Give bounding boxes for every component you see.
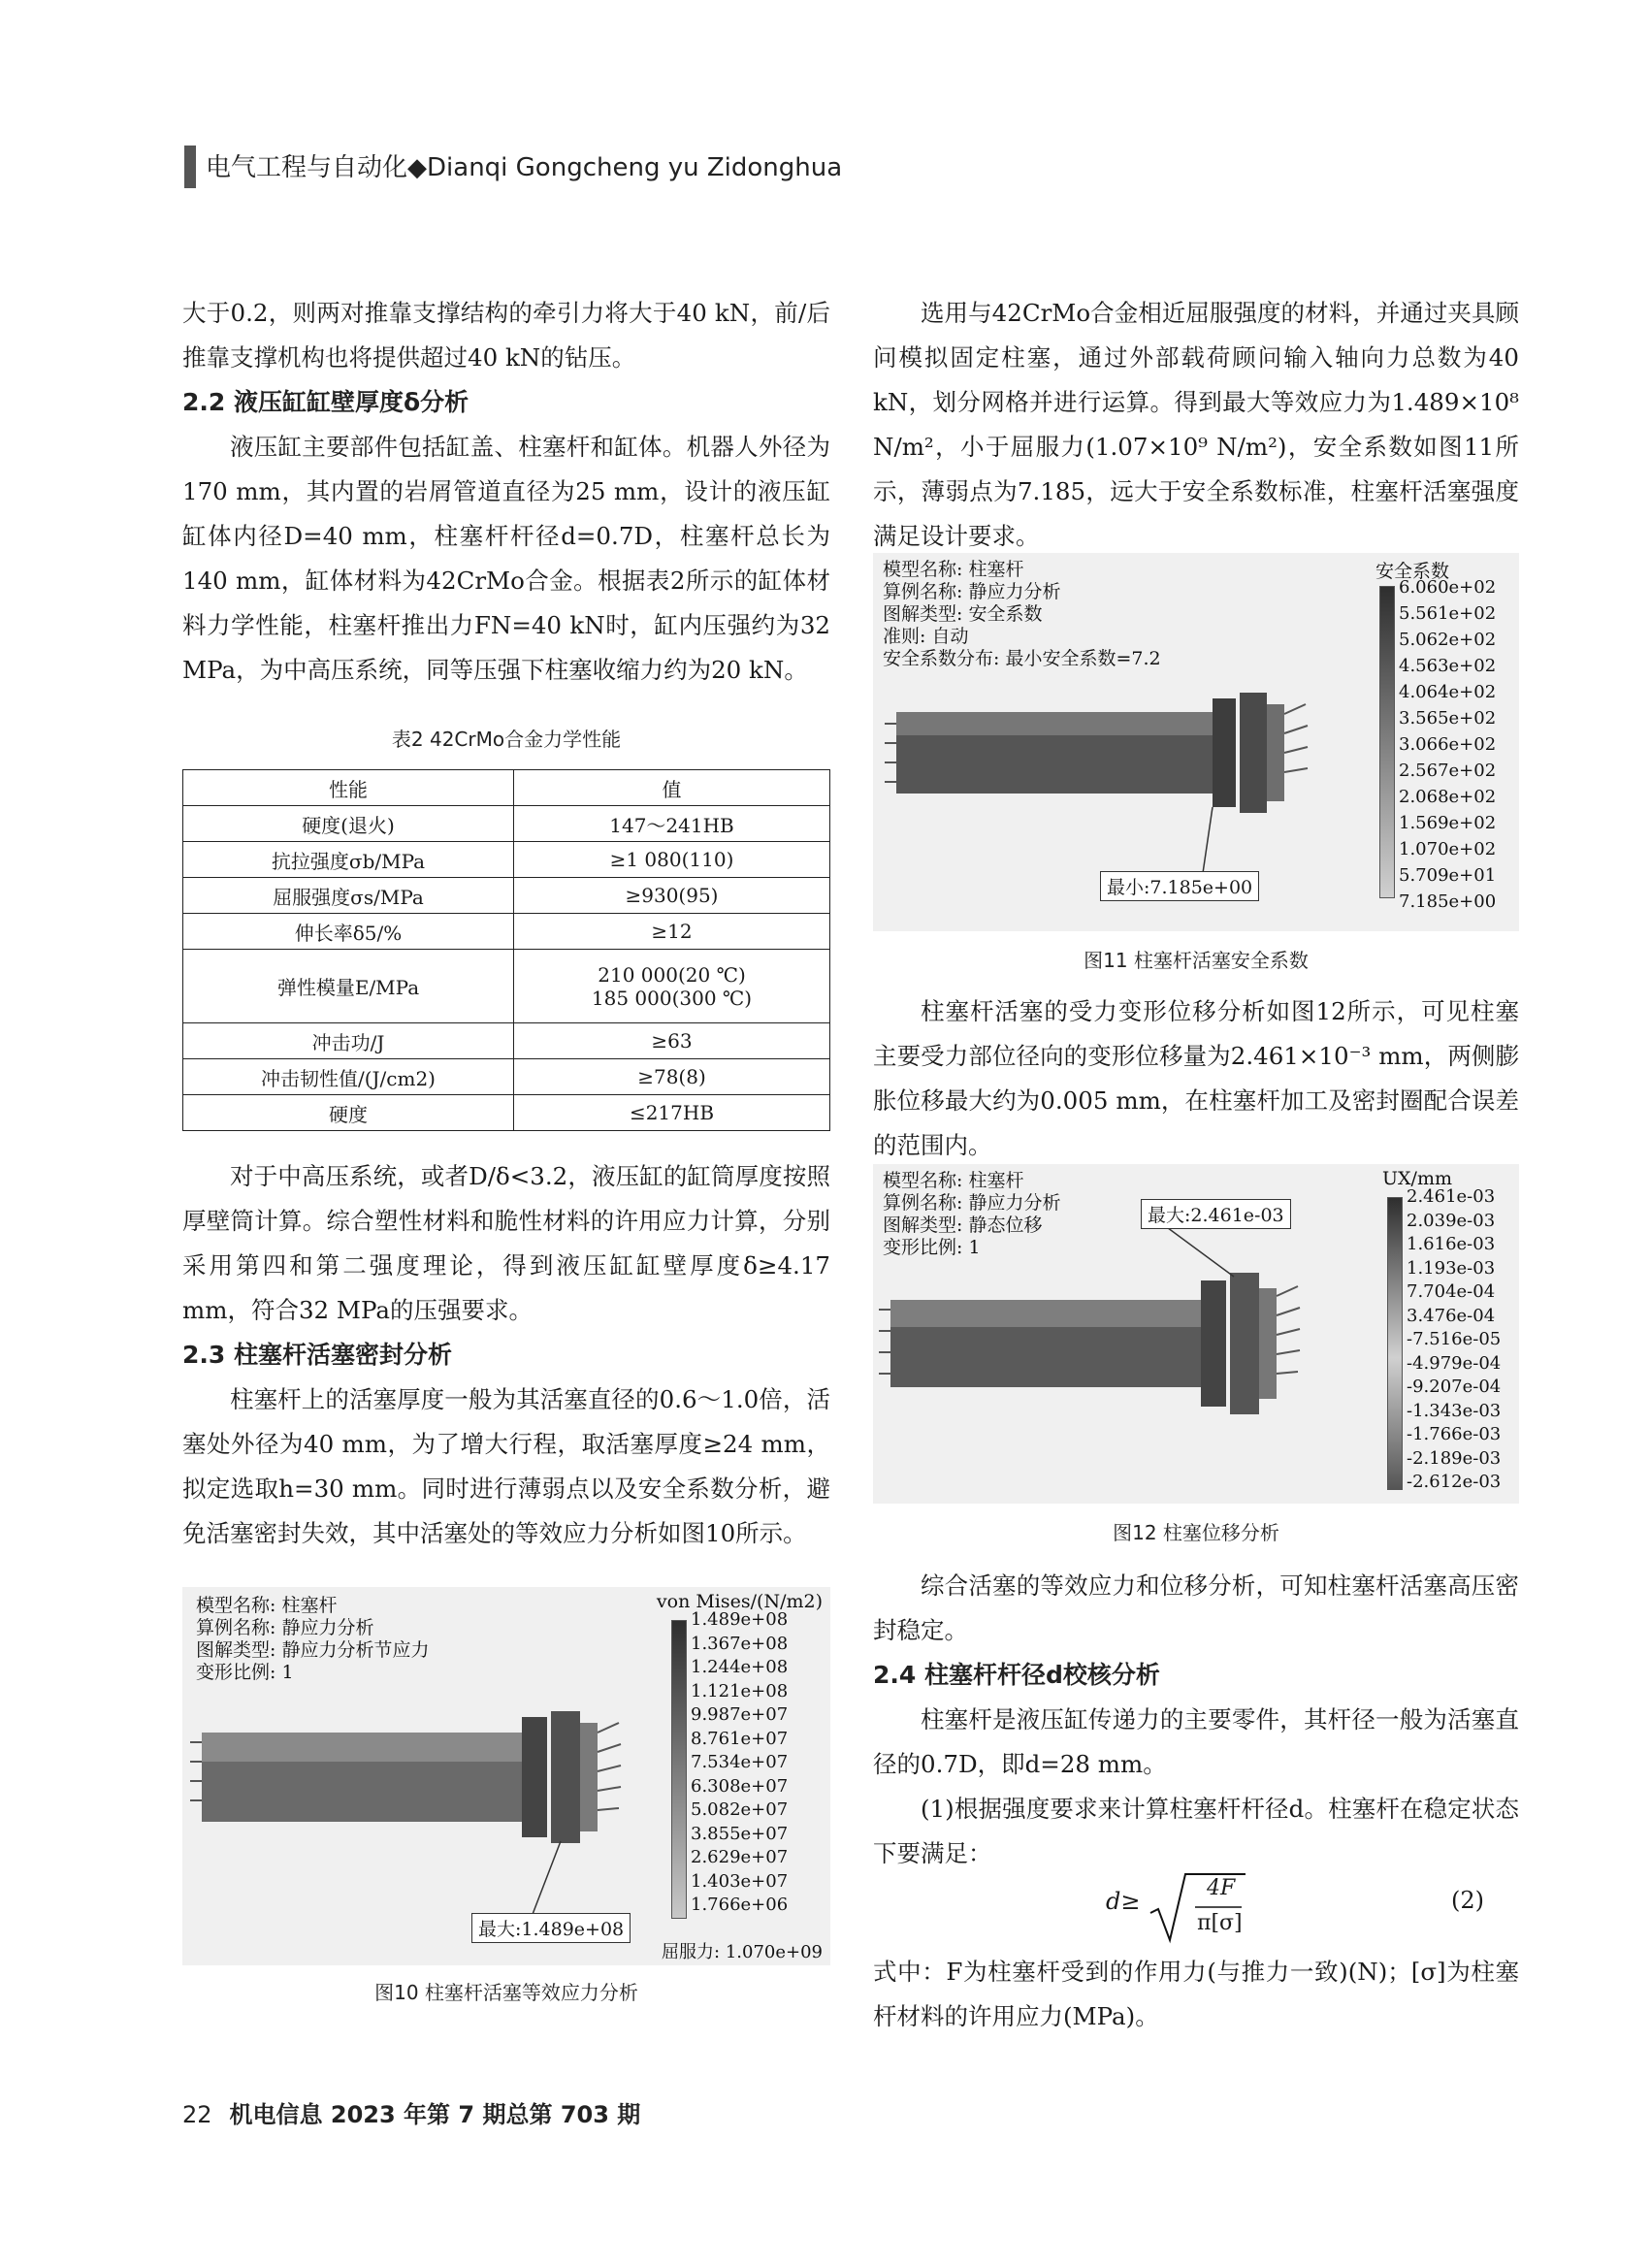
right-paragraph-4: 柱塞杆是液压缸传递力的主要零件，其杆径一般为活塞直径的0.7D，即d=28 mm。 xyxy=(873,1705,1519,1778)
formula-denominator: π[σ] xyxy=(1197,1911,1243,1935)
figure-12 xyxy=(873,1164,1519,1504)
legend-value: 1.367e+08 xyxy=(691,1633,789,1654)
legend-value: -4.979e-04 xyxy=(1407,1352,1502,1374)
table-cell: ≥63 xyxy=(514,1023,830,1059)
legend-value: 3.066e+02 xyxy=(1399,734,1497,755)
min-value-tag xyxy=(1100,871,1259,901)
table-cell-line: 185 000(300 ℃) xyxy=(591,986,753,1010)
page-number: 22 xyxy=(182,2101,212,2128)
legend-value: 1.489e+08 xyxy=(691,1609,789,1630)
yield-strength-label: 屈服力: 1.070e+09 xyxy=(662,1942,823,1962)
left-column-top xyxy=(182,291,830,693)
table-cell: 硬度(退火) xyxy=(183,806,514,842)
info-line: 算例名称: 静应力分析 xyxy=(196,1617,374,1638)
legend-value: 5.709e+01 xyxy=(1399,865,1497,886)
material-properties-table xyxy=(182,769,830,1131)
legend-title: UX/mm xyxy=(1382,1168,1452,1189)
legend-title: von Mises/(N/m2) xyxy=(656,1591,823,1612)
legend-value: -7.516e-05 xyxy=(1407,1329,1502,1349)
page-footer xyxy=(182,2095,640,2129)
legend-value: 2.039e-03 xyxy=(1407,1210,1496,1231)
legend-colorbar xyxy=(1387,1197,1403,1490)
tag-label: 最小: xyxy=(1107,877,1150,898)
table-row xyxy=(183,1023,830,1059)
info-line: 安全系数分布: 最小安全系数=7.2 xyxy=(883,648,1161,669)
legend-value: 9.987e+07 xyxy=(691,1704,789,1725)
diamond-icon: ◆ xyxy=(407,153,428,182)
legend-value: 4.563e+02 xyxy=(1399,656,1497,676)
right-paragraph-5: (1)根据强度要求来计算柱塞杆杆径d。柱塞杆在稳定状态下要满足： xyxy=(873,1795,1519,1867)
table-row xyxy=(183,878,830,914)
legend-value: 2.461e-03 xyxy=(1407,1186,1496,1207)
legend-value: 2.567e+02 xyxy=(1399,761,1497,781)
figure-10 xyxy=(182,1587,830,1965)
section-2-4-heading: 2.4 柱塞杆杆径d校核分析 xyxy=(873,1661,1160,1689)
table-header-row xyxy=(183,770,830,806)
legend-value: 8.761e+07 xyxy=(691,1728,789,1749)
plunger-model-graphic xyxy=(182,1587,667,1965)
table-header-cell: 性能 xyxy=(183,770,514,806)
legend-values xyxy=(1407,1185,1501,1495)
left-column-bottom xyxy=(182,1154,830,1556)
legend-value: 1.244e+08 xyxy=(691,1657,789,1677)
right-column-mid xyxy=(873,989,1519,1168)
right-column-end xyxy=(873,1950,1519,2039)
journal-cn: 电气工程与自动化 xyxy=(206,153,408,182)
legend-value: 3.855e+07 xyxy=(691,1823,789,1844)
tag-label: 最大: xyxy=(1148,1205,1191,1226)
legend-value: 3.476e-04 xyxy=(1407,1305,1496,1326)
legend-value: -2.189e-03 xyxy=(1407,1447,1502,1469)
info-line: 模型名称: 柱塞杆 xyxy=(883,1170,1024,1191)
table-row xyxy=(183,1095,830,1131)
tag-value: 2.461e-03 xyxy=(1190,1205,1284,1226)
running-header xyxy=(206,147,842,183)
table-caption: 表2 42CrMo合金力学性能 xyxy=(391,728,622,751)
legend-colorbar xyxy=(671,1620,687,1919)
formula-numerator: 4F xyxy=(1207,1876,1236,1900)
figure-12-caption: 图12 柱塞位移分析 xyxy=(1113,1521,1279,1544)
legend-title: 安全系数 xyxy=(1375,561,1450,582)
legend-colorbar xyxy=(1379,586,1395,898)
legend-value: 1.193e-03 xyxy=(1407,1257,1496,1279)
info-line: 变形比例: 1 xyxy=(196,1662,294,1683)
legend-value: 6.308e+07 xyxy=(691,1775,789,1797)
plunger-model-graphic xyxy=(873,1164,1382,1504)
figure-11-caption: 图11 柱塞杆活塞安全系数 xyxy=(1084,949,1309,972)
info-line: 图解类型: 安全系数 xyxy=(883,603,1043,625)
footer-journal-issue: 机电信息 2023 年第 7 期总第 703 期 xyxy=(229,2101,641,2128)
info-line: 变形比例: 1 xyxy=(883,1237,981,1258)
info-line: 模型名称: 柱塞杆 xyxy=(196,1595,338,1616)
table-cell: ≥12 xyxy=(514,914,830,950)
table-row xyxy=(183,1059,830,1095)
figure-10-caption: 图10 柱塞杆活塞等效应力分析 xyxy=(374,1981,638,2004)
info-line: 模型名称: 柱塞杆 xyxy=(883,559,1024,580)
right-paragraph-6: 式中：F为柱塞杆受到的作用力(与推力一致)(N)；[σ]为柱塞杆材料的许用应力(MPa)。 xyxy=(873,1958,1519,2030)
left-paragraph-2: 液压缸主要部件包括缸盖、柱塞杆和缸体。机器人外径为170 mm，其内置的岩屑管道直径为25 mm，设计的液压缸缸体内径D=40 mm，柱塞杆杆径d=0.7D，柱塞杆总长为140 mm，缸体材料为42CrMo合金。根据表2所示的缸体材料力学性能，柱塞杆推出力FN=40 kN时，缸内压强约为32 MPa，为中高压系统，同等压强下柱塞收缩力约为20 kN。 xyxy=(182,433,830,684)
tag-value: 7.185e+00 xyxy=(1149,877,1253,898)
table-cell: ≥78(8) xyxy=(514,1059,830,1095)
legend-value: 2.629e+07 xyxy=(691,1847,789,1867)
legend-value: 7.185e+00 xyxy=(1399,891,1497,912)
legend-value: 6.060e+02 xyxy=(1399,577,1497,598)
table-cell: ≤217HB xyxy=(514,1095,830,1131)
info-line: 图解类型: 静态位移 xyxy=(883,1215,1043,1236)
legend-value: 2.068e+02 xyxy=(1399,787,1497,807)
left-paragraph-1: 大于0.2，则两对推靠支撑结构的牵引力将大于40 kN，前/后推靠支撑机构也将提供超过40 kN的钻压。 xyxy=(182,299,830,372)
table-header-cell: 值 xyxy=(514,770,830,806)
table-cell: 147～241HB xyxy=(514,806,830,842)
right-paragraph-2: 柱塞杆活塞的受力变形位移分析如图12所示，可见柱塞主要受力部位径向的变形位移量为2.461×10⁻³ mm，两侧膨胀位移最大约为0.005 mm，在柱塞杆加工及密封圈配合误差的范围内。 xyxy=(873,997,1519,1159)
legend-value: 5.062e+02 xyxy=(1399,630,1497,650)
left-paragraph-3: 对于中高压系统，或者D/δ<3.2，液压缸的缸筒厚度按照厚壁筒计算。综合塑性材料和脆性材料的许用应力计算，分别采用第四和第二强度理论，得到液压缸缸壁厚度δ≥4.17 mm，符合32 MPa的压强要求。 xyxy=(182,1162,830,1324)
table-cell: 硬度 xyxy=(183,1095,514,1131)
table-row xyxy=(183,950,830,1023)
tag-value: 1.489e+08 xyxy=(521,1919,625,1940)
header-bar xyxy=(184,146,196,188)
max-value-tag xyxy=(1141,1199,1291,1229)
legend-value: 1.616e-03 xyxy=(1407,1234,1496,1254)
legend-value: -2.612e-03 xyxy=(1407,1472,1502,1492)
right-column-top xyxy=(873,291,1519,559)
legend-value: 5.561e+02 xyxy=(1399,603,1497,624)
tag-label: 最大: xyxy=(478,1919,522,1940)
legend-value: 3.565e+02 xyxy=(1399,708,1497,729)
info-line: 算例名称: 静应力分析 xyxy=(883,1192,1061,1214)
table-cell: 抗拉强度σb/MPa xyxy=(183,842,514,878)
left-paragraph-4: 柱塞杆上的活塞厚度一般为其活塞直径的0.6～1.0倍，活塞处外径为40 mm，为了增大行程，取活塞厚度≥24 mm，拟定选取h=30 mm。同时进行薄弱点以及安全系数分析，避免活塞密封失效，其中活塞处的等效应力分析如图10所示。 xyxy=(182,1385,830,1547)
table-cell: ≥1 080(110) xyxy=(514,842,830,878)
legend-value: -1.343e-03 xyxy=(1407,1400,1502,1421)
table-row xyxy=(183,914,830,950)
right-paragraph-1: 选用与42CrMo合金相近屈服强度的材料，并通过夹具顾问模拟固定柱塞，通过外部载荷顾问输入轴向力总数为40 kN，划分网格并进行运算。得到最大等效应力为1.489×10⁸ N/m²，小于屈服力(1.07×10⁹ N/m²)，安全系数如图11所示，薄弱点为7.185，远大于安全系数标准，柱塞杆活塞强度满足设计要求。 xyxy=(873,299,1519,550)
figure-11 xyxy=(873,553,1519,931)
table-row xyxy=(183,806,830,842)
table-cell: 屈服强度σs/MPa xyxy=(183,878,514,914)
legend-value: -9.207e-04 xyxy=(1407,1377,1502,1397)
legend-value: 7.704e-04 xyxy=(1407,1281,1496,1302)
legend-values xyxy=(1399,574,1496,915)
legend-value: 1.403e+07 xyxy=(691,1870,789,1892)
table-cell: 冲击功/J xyxy=(183,1023,514,1059)
section-2-2-heading: 2.2 液压缸缸壁厚度δ分析 xyxy=(182,388,469,416)
table-cell xyxy=(514,950,830,1023)
info-line: 准则: 自动 xyxy=(883,626,969,647)
table-row xyxy=(183,842,830,878)
table-cell-line: 210 000(20 ℃) xyxy=(598,962,746,987)
equation-number: (2) xyxy=(1451,1887,1484,1914)
info-line: 图解类型: 静应力分析节应力 xyxy=(196,1639,430,1661)
legend-value: 1.121e+08 xyxy=(691,1680,789,1701)
legend-value: 1.766e+06 xyxy=(691,1895,789,1915)
formula-lhs: d≥ xyxy=(1106,1888,1141,1915)
table-cell: 冲击韧性值/(J/cm2) xyxy=(183,1059,514,1095)
legend-value: -1.766e-03 xyxy=(1407,1424,1502,1444)
legend-value: 7.534e+07 xyxy=(691,1752,789,1772)
journal-pinyin: Dianqi Gongcheng yu Zidonghua xyxy=(427,153,843,182)
right-paragraph-3: 综合活塞的等效应力和位移分析，可知柱塞杆活塞高压密封稳定。 xyxy=(873,1571,1519,1644)
info-line: 算例名称: 静应力分析 xyxy=(883,581,1061,602)
table-cell: 伸长率δ5/% xyxy=(183,914,514,950)
legend-value: 1.569e+02 xyxy=(1399,813,1497,833)
table-cell: ≥930(95) xyxy=(514,878,830,914)
section-2-3-heading: 2.3 柱塞杆活塞密封分析 xyxy=(182,1341,452,1369)
right-column-bottom xyxy=(873,1564,1519,1876)
legend-values xyxy=(691,1608,788,1918)
legend-value: 1.070e+02 xyxy=(1399,839,1497,859)
legend-value: 4.064e+02 xyxy=(1399,682,1497,702)
legend-value: 5.082e+07 xyxy=(691,1799,789,1820)
table-cell: 弹性模量E/MPa xyxy=(183,950,514,1023)
max-value-tag xyxy=(471,1913,631,1943)
